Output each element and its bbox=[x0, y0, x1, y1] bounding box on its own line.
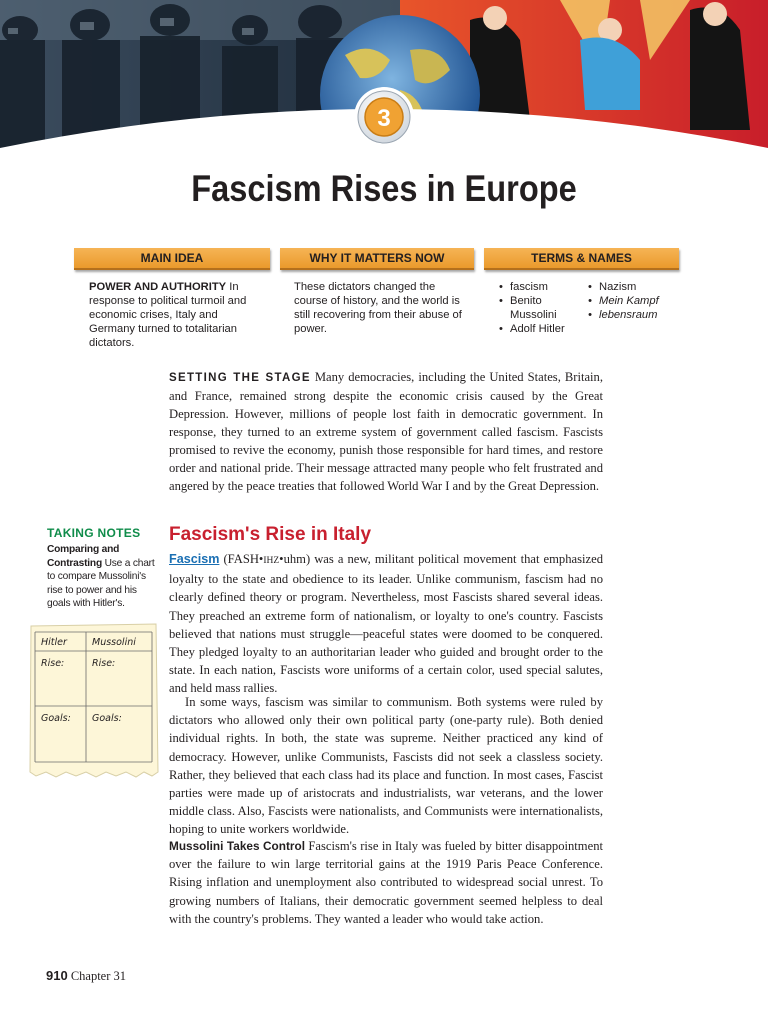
banner-illustration bbox=[0, 0, 768, 160]
chart-goals-label: Goals: bbox=[92, 713, 122, 724]
main-idea-text bbox=[89, 280, 264, 350]
term-item: • lebensraum bbox=[588, 308, 678, 322]
pronunciation-stress: IHZ bbox=[263, 556, 280, 566]
setting-the-stage bbox=[169, 368, 603, 495]
chapter-label: Chapter 31 bbox=[70, 969, 127, 983]
taking-notes-text bbox=[47, 543, 159, 611]
terms-names-tab: TERMS & NAMES bbox=[484, 248, 679, 270]
term-item: • Mein Kampf bbox=[588, 294, 678, 308]
subheading-mussolini-takes-control: Mussolini Takes Control bbox=[169, 839, 305, 853]
section-heading: Fascism's Rise in Italy bbox=[169, 524, 372, 545]
chapter-banner bbox=[0, 0, 768, 160]
notes-chart bbox=[28, 622, 160, 780]
page-number: 910 bbox=[46, 968, 68, 983]
paragraph-body: Fascism's rise in Italy was fueled by bitter disappointment over the failure to win large territorial gains at the 1919 Paris Peace Conference. Rising inflation and unemployment also contributed to widespread social unrest. To growing numbers of Italians, their democratic government seemed helpless to deal with the country's problems. They wanted a leader who would take action. bbox=[169, 839, 603, 926]
term-item: • Benito Mussolini bbox=[499, 294, 584, 322]
term-item: • Adolf Hitler bbox=[499, 322, 584, 336]
paragraph bbox=[169, 837, 603, 928]
main-idea-tab: MAIN IDEA bbox=[74, 248, 270, 270]
main-idea-lead: POWER AND AUTHORITY bbox=[89, 281, 227, 293]
why-it-matters-tab: WHY IT MATTERS NOW bbox=[280, 248, 474, 270]
taking-notes-lead: Comparing and Contrasting bbox=[47, 544, 120, 569]
page-footer bbox=[46, 968, 126, 984]
taking-notes-title: TAKING NOTES bbox=[47, 526, 141, 540]
taking-notes-body: Use a chart to compare Mussolini's rise to power and his goals with Hitler's. bbox=[47, 557, 155, 609]
chart-rise-label: Rise: bbox=[41, 658, 65, 669]
term-item: • Nazism bbox=[588, 280, 678, 294]
paragraph-body: was a new, militant political movement that emphasized loyalty to the state and obedience to its leader. Unlike communism, fascism had no clearly defined theory or program. Nevertheless, most Fascists shared several ideas. They preached an extreme form of nationalism, or loyalty to one's country. Fascists believed that nations must struggle—peaceful states were doomed to be conquered. They pledged loyalty to an authoritarian leader who guided and brought order to the state. In each nation, Fascists wore uniforms of a certain color, used special salutes, and held mass rallies. bbox=[169, 552, 603, 696]
terms-list-2 bbox=[588, 280, 678, 322]
chart-rise-label: Rise: bbox=[92, 658, 116, 669]
chart-header-hitler: Hitler bbox=[41, 637, 67, 648]
pronunciation: (FASH• bbox=[219, 552, 264, 566]
paragraph: In some ways, fascism was similar to communism. Both systems were ruled by dictators who allowed only their own political party (one-party rule). Both denied individual rights. In both, the state was supreme. Neither practiced any kind of democracy. However, unlike Communists, Fascists did not seek a classless society. Rather, they believed that each class had its place and function. In most cases, Fascist parties were made up of aristocrats and industrialists, war veterans, and the lower middle class. Also, Fascists were nationalists, and Communists were internationalists, hoping to unite workers worldwide. bbox=[169, 695, 603, 837]
why-it-matters-text: These dictators changed the course of history, and the world is still recovering from their abuse of power. bbox=[294, 281, 462, 335]
paragraph bbox=[169, 550, 603, 698]
pronunciation: •uhm) bbox=[279, 552, 311, 566]
main-idea-body: In response to political turmoil and economic crises, Italy and Germany turned to totalitarian dictators. bbox=[89, 281, 247, 349]
chart-header-mussolini: Mussolini bbox=[92, 637, 136, 648]
term-link-fascism[interactable]: Fascism bbox=[169, 552, 220, 566]
setting-the-stage-lead: SETTING THE STAGE bbox=[169, 372, 311, 384]
chart-goals-label: Goals: bbox=[41, 713, 71, 724]
term-item: • fascism bbox=[499, 280, 584, 294]
page-title: Fascism Rises in Europe bbox=[191, 168, 577, 209]
setting-the-stage-body: Many democracies, including the United States, Britain, and France, remained strong despite the economic crisis caused by the Great Depression. However, millions of people lost faith in democratic government. In response, they turned to an extreme system of government called fascism. Fascists promised to revive the economy, punish those responsible for hard times, and restore order and national pride. Their message attracted many people who felt frustrated and angered by the peace treaties that followed World War I and by the Great Depression. bbox=[169, 370, 603, 493]
chapter-badge-number: 3 bbox=[377, 105, 391, 132]
terms-list-1 bbox=[499, 280, 584, 336]
